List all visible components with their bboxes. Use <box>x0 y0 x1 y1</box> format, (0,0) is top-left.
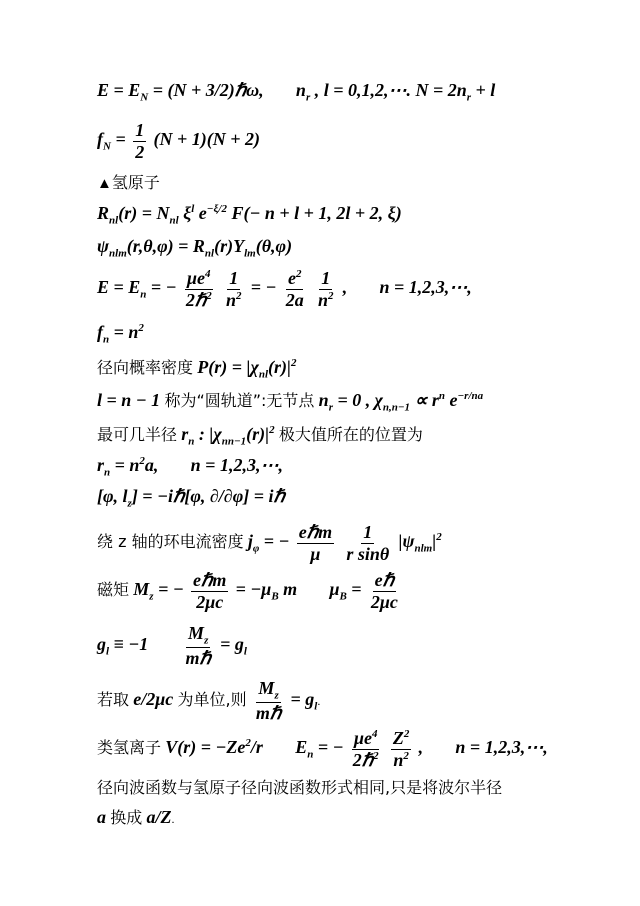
triangle-marker-icon: ▲ <box>97 176 112 192</box>
most-probable-radius-line: 最可几半径 $r_n$ : $|\chi_{nn-1}(r)|^2$ 极大值所在的位置为 <box>97 424 423 448</box>
circular-orbit-line: l = n − 1 称为“圆轨道”:无节点 $n_r = 0$ , $\chi_{n,n-1} \propto r^n$ $e^{-r/na}$ <box>97 390 484 414</box>
wavefunction-equation: $\psi_{nlm}(r,\theta,\varphi) = R_{nl}(r)Y_{lm}(\theta,\varphi)$ <box>97 236 293 260</box>
degeneracy-equation: $f_N$ = $\frac{1}{2}$ (N + 1)(N + 2) <box>97 120 260 162</box>
bohr-radius-replacement: a 换成 a/Z. <box>97 807 175 827</box>
radial-wavefunction-note: 径向波函数与氢原子径向波函数形式相同,只是将波尔半径 <box>97 778 503 797</box>
magnetic-moment-line: 磁矩 $M_z$ = − $\frac{\text{eℏm}}{2\mu c}$ = $-\mu_B$ m $\mu_B$ = $\frac{\text{eℏ}}{2\mu c}$ <box>97 570 398 612</box>
hydrogen-energy-equation: $E = E_n$ = − $\frac{\mu e^4}{2\hbar^2}$ $\frac{1}{n^2}$ = − $\frac{e^2}{2a}$ $\frac{1}{n^2}$ , n = 1,2,3,⋯, <box>97 268 472 310</box>
energy-level-equation: $E = E_N = (N$ + 3/2)ℏω, $n_r$ , l = 0,1,2,⋯. $N = 2n_r + l$ <box>97 80 496 104</box>
hydrogen-like-ion-line: 类氢离子 $V(r) = -Ze^2/r$ $E_n$ = − $\frac{\mu e^4}{2\hbar^2}$ $\frac{Z^2}{n^2}$ , n = 1,2,3,⋯, <box>97 728 548 770</box>
section-heading: ▲氢原子 <box>97 173 160 192</box>
unit-choice-line: 若取 e/2μc 为单位,则 $\frac{M_z}{\text{mℏ}}$ = $g_l$. <box>97 678 321 724</box>
radial-probability-density: 径向概率密度 $P(r) = |\chi_{nl}(r)|^2$ <box>97 357 297 381</box>
radial-function-equation: $R_{nl}(r) = N_{nl}$ $\xi^l$ $e^{-\xi/2}$ F(− n + l + 1, 2l + 2, ξ) <box>97 203 402 227</box>
hydrogen-degeneracy: $f_n = n^2$ <box>97 322 144 346</box>
radius-equation: $r_n = n^2a$, n = 1,2,3,⋯, <box>97 455 283 479</box>
current-density-line: 绕 z 轴的环电流密度 $j_\varphi$ = − $\frac{\text{eℏm}}{\mu}$ $\frac{1}{\text{r sinθ}}$ $|\psi_{nlm}|^2$ <box>97 522 442 564</box>
commutator-equation: [φ, $l_z$] = −iℏ[φ, ∂/∂φ] = iℏ <box>97 486 285 510</box>
g-factor-line: $g_l \equiv -1$ $\frac{M_z}{\text{mℏ}}$ = $g_l$ <box>97 623 247 669</box>
